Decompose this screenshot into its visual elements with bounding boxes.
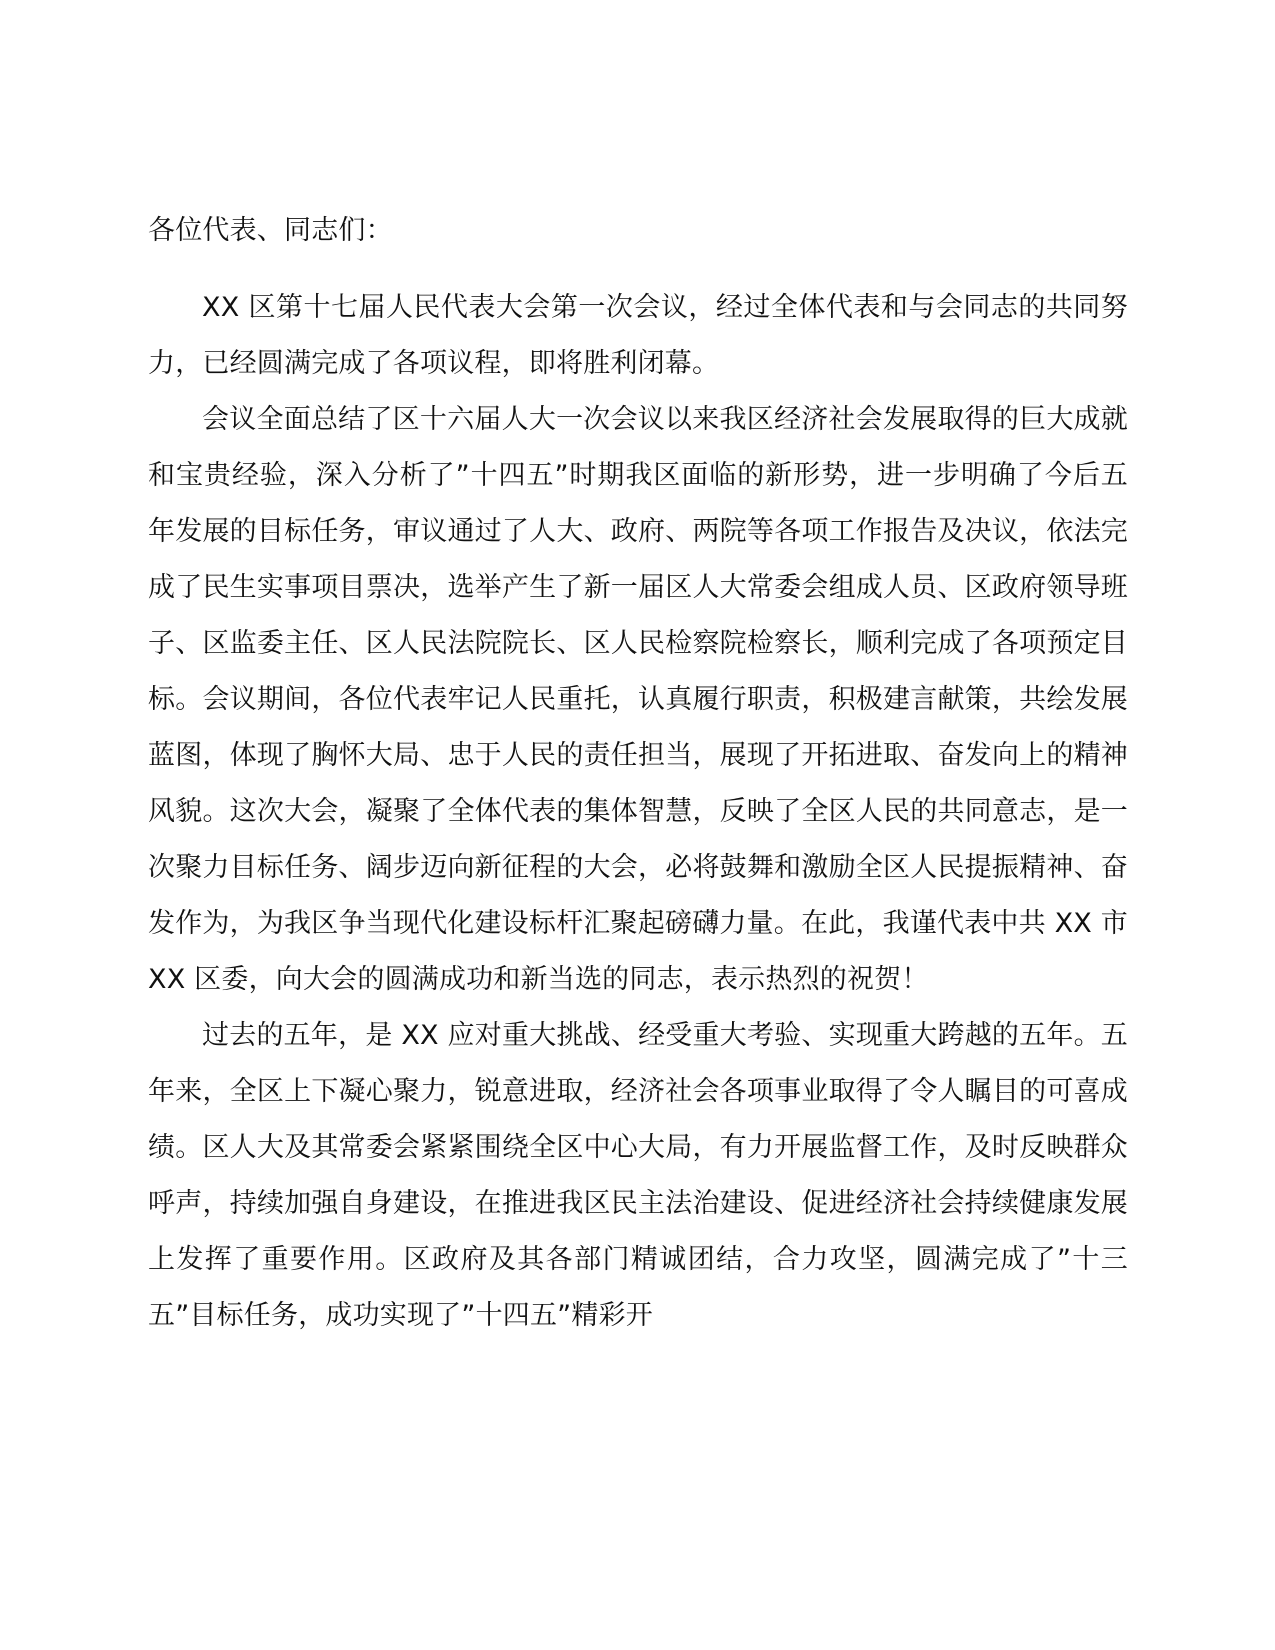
paragraph-past-five-years: 过去的五年，是 XX 应对重大挑战、经受重大考验、实现重大跨越的五年。五年来，全区上下凝心聚力，锐意进取，经济社会各项事业取得了令人瞩目的可喜成绩。区人大及其常委会紧紧围绕全区中心大局，有力开展监督工作，及时反映群众呼声，持续加强自身建设，在推进我区民主法治建设、促进经济社会持续健康发展上发挥了重要作用。区政府及其各部门精诚团结，合力攻坚，圆满完成了”十三五”目标任务，成功实现了”十四五”精彩开 xyxy=(148,1020,1128,1331)
paragraph-meeting-summary: 会议全面总结了区十六届人大一次会议以来我区经济社会发展取得的巨大成就和宝贵经验，深入分析了”十四五”时期我区面临的新形势，进一步明确了今后五年发展的目标任务，审议通过了人大、政府、两院等各项工作报告及决议，依法完成了民生实事项目票决，选举产生了新一届区人大常委会组成人员、区政府领导班子、区监委主任、区人民法院院长、区人民检察院检察长，顺利完成了各项预定目标。会议期间，各位代表牢记人民重托，认真履行职责，积极建言献策，共绘发展蓝图，体现了胸怀大局、忠于人民的责任担当，展现了开拓进取、奋发向上的精神风貌。这次大会，凝聚了全体代表的集体智慧，反映了全区人民的共同意志，是一次聚力目标任务、阔步迈向新征程的大会，必将鼓舞和激励全区人民提振精神、奋发作为，为我区争当现代化建设标杆汇聚起磅礴力量。在此，我谨代表中共 XX 市 XX 区委，向大会的圆满成功和新当选的同志，表示热烈的祝贺！ xyxy=(148,404,1128,995)
salutation: 各位代表、同志们： xyxy=(148,215,393,246)
paragraph-meeting-progress: XX 区第十七届人民代表大会第一次会议，经过全体代表和与会同志的共同努力，已经圆满完成了各项议程，即将胜利闭幕。 xyxy=(148,292,1128,379)
document-body xyxy=(148,280,1128,1344)
